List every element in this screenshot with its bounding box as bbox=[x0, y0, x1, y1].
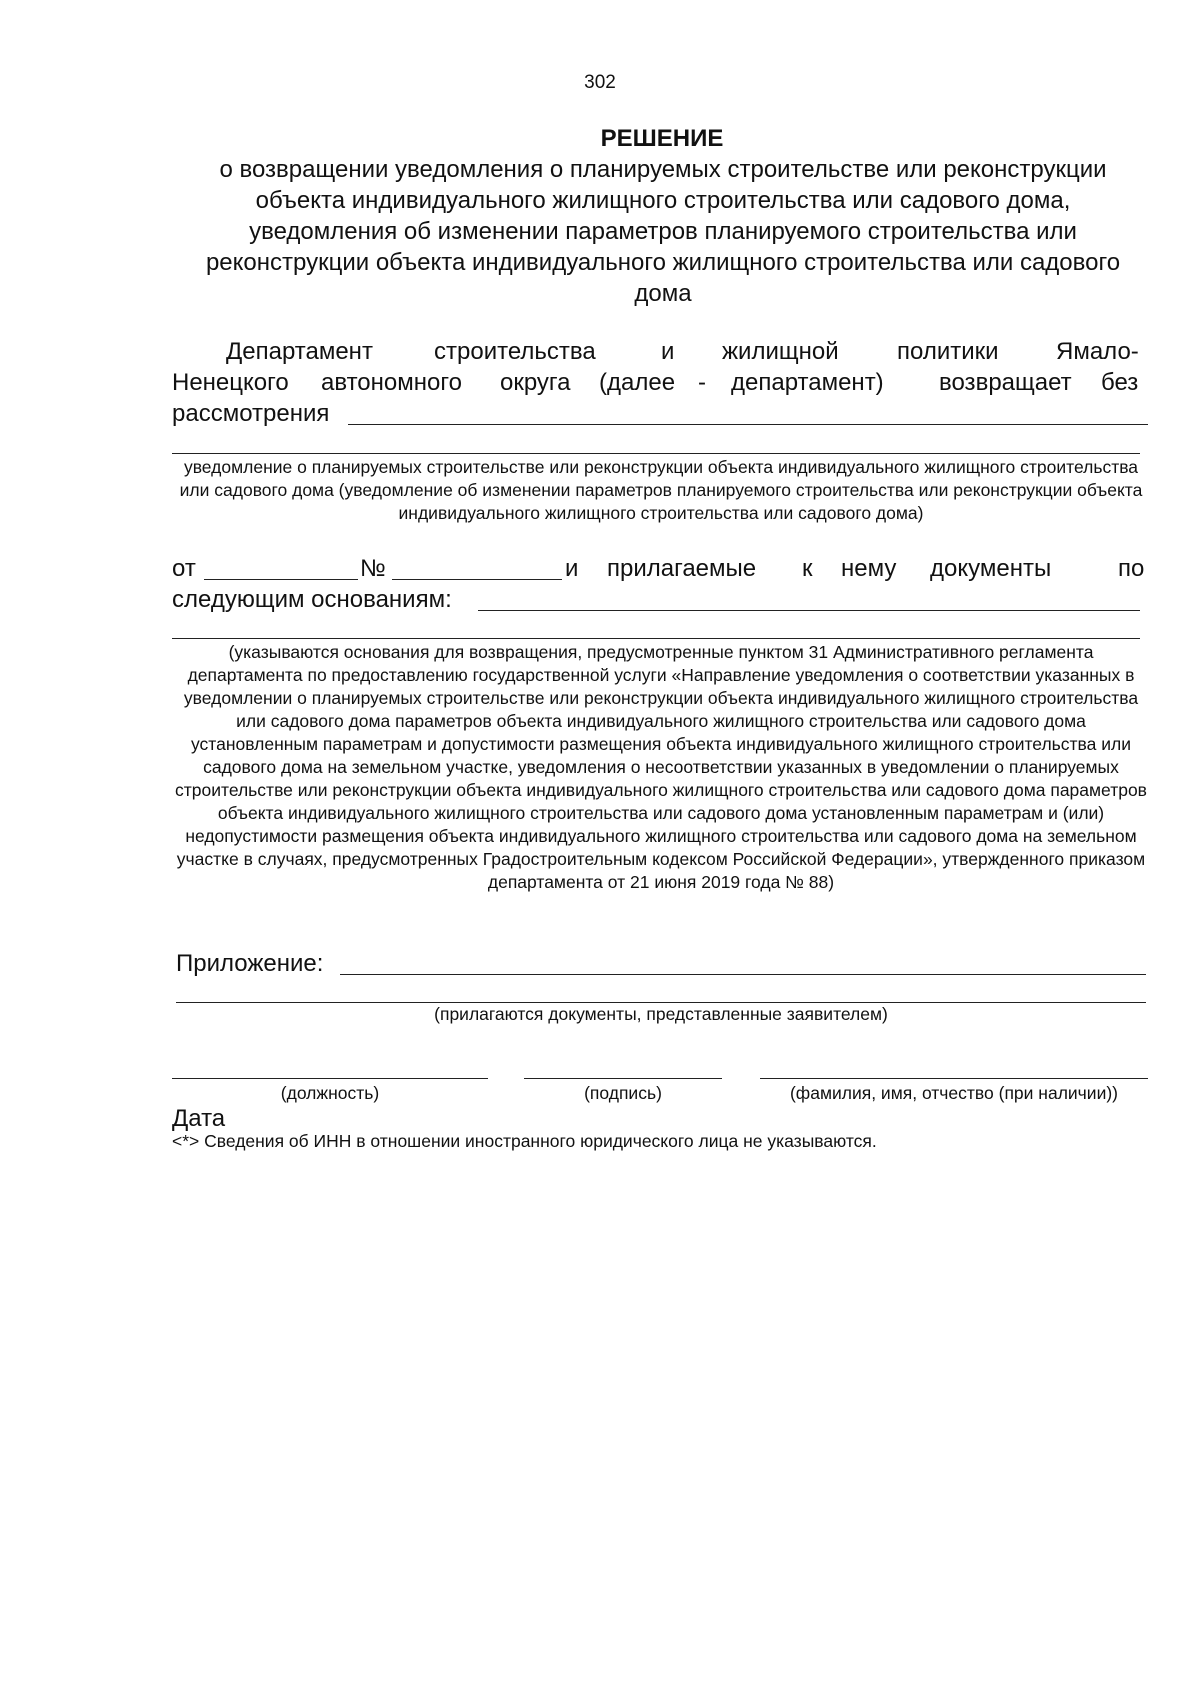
intro-word: округа bbox=[500, 369, 571, 396]
from-line-word: прилагаемые bbox=[607, 555, 757, 582]
from-line-word: документы bbox=[930, 555, 1052, 582]
attachment-caption: (прилагаются документы, представленные заявителем) bbox=[434, 1004, 888, 1024]
position-fill-line bbox=[172, 1078, 488, 1079]
intro-word: департамент) bbox=[731, 369, 884, 396]
notice-fill-line bbox=[172, 453, 1140, 454]
intro-word: Ненецкого bbox=[172, 369, 289, 396]
return-subject-fill-line bbox=[348, 424, 1148, 425]
intro-word: (далее bbox=[599, 369, 676, 396]
grounds-fill-line bbox=[478, 610, 1140, 611]
intro-word: автономного bbox=[321, 369, 462, 396]
full-name-caption: (фамилия, имя, отчество (при наличии)) bbox=[789, 1083, 1118, 1103]
signature-caption: (подпись) bbox=[584, 1083, 662, 1103]
intro-word: Ямало- bbox=[1056, 338, 1139, 365]
signature-fill-line bbox=[524, 1078, 722, 1079]
document-subtitle: о возвращении уведомления о планируемых строительстве или реконструкции объекта индивидуального жилищного строительства или садового дома, уведомления об изменении параметров планируемого строительства или реконструкции объекта индивидуального жилищного строительства или садового дома bbox=[205, 156, 1121, 307]
grounds-caption: (указываются основания для возвращения, предусмотренные пунктом 31 Административного регламента департамента по предоставлению государственной услуги «Направление уведомления о соответствии указанных в уведомлении о планируемых строительстве или реконструкции объекта индивидуального жилищного строительства или садового дома параметров объекта индивидуального жилищного строительства или садового дома установленным параметрам и допустимости размещения объекта индивидуального жилищного строительства или садового дома на земельном участке, уведомления о несоответствии указанных в уведомлении о планируемых строительстве или реконструкции объекта индивидуального жилищного строительства или садового дома параметров объекта индивидуального жилищного строительства или садового дома установленным параметрам и (или) недопустимости размещения объекта индивидуального жилищного строительства или садового дома на земельном участке в случаях, предусмотренных Градостроительным кодексом Российской Федерации», утвержденного приказом департамента от 21 июня 2019 года № 88) bbox=[175, 642, 1147, 892]
attachment-label: Приложение: bbox=[176, 950, 324, 977]
intro-word: политики bbox=[897, 338, 999, 365]
grounds-fill-line-2 bbox=[172, 638, 1140, 639]
from-label: от bbox=[172, 555, 196, 582]
intro-word: возвращает bbox=[939, 369, 1072, 396]
date-fill-line bbox=[204, 579, 358, 580]
intro-line-3: рассмотрения bbox=[172, 400, 330, 427]
number-label: № bbox=[360, 555, 386, 582]
document-title: РЕШЕНИЕ bbox=[600, 125, 724, 152]
position-caption: (должность) bbox=[280, 1083, 380, 1103]
intro-word: - bbox=[698, 369, 706, 396]
footnote: <*> Сведения об ИНН в отношении иностранного юридического лица не указываются. bbox=[172, 1131, 877, 1151]
attachment-fill-line bbox=[340, 974, 1146, 975]
intro-word: жилищной bbox=[722, 338, 839, 365]
date-label: Дата bbox=[172, 1105, 226, 1132]
page-number: 302 bbox=[584, 72, 616, 93]
grounds-label: следующим основаниям: bbox=[172, 586, 452, 613]
intro-word: строительства bbox=[434, 338, 596, 365]
from-line-word: по bbox=[1118, 555, 1145, 582]
intro-word: без bbox=[1101, 369, 1139, 396]
number-fill-line bbox=[392, 579, 562, 580]
from-line-word: и bbox=[565, 555, 579, 582]
notice-caption: уведомление о планируемых строительстве или реконструкции объекта индивидуального жилищного строительства или садового дома (уведомление об изменении параметров планируемого строительства или реконструкции объекта индивидуального жилищного строительства или садового дома) bbox=[179, 457, 1143, 523]
intro-word: Департамент bbox=[226, 338, 373, 365]
intro-word: и bbox=[661, 338, 675, 365]
from-line-word: нему bbox=[841, 555, 897, 582]
from-line-word: к bbox=[802, 555, 813, 582]
full-name-fill-line bbox=[760, 1078, 1148, 1079]
